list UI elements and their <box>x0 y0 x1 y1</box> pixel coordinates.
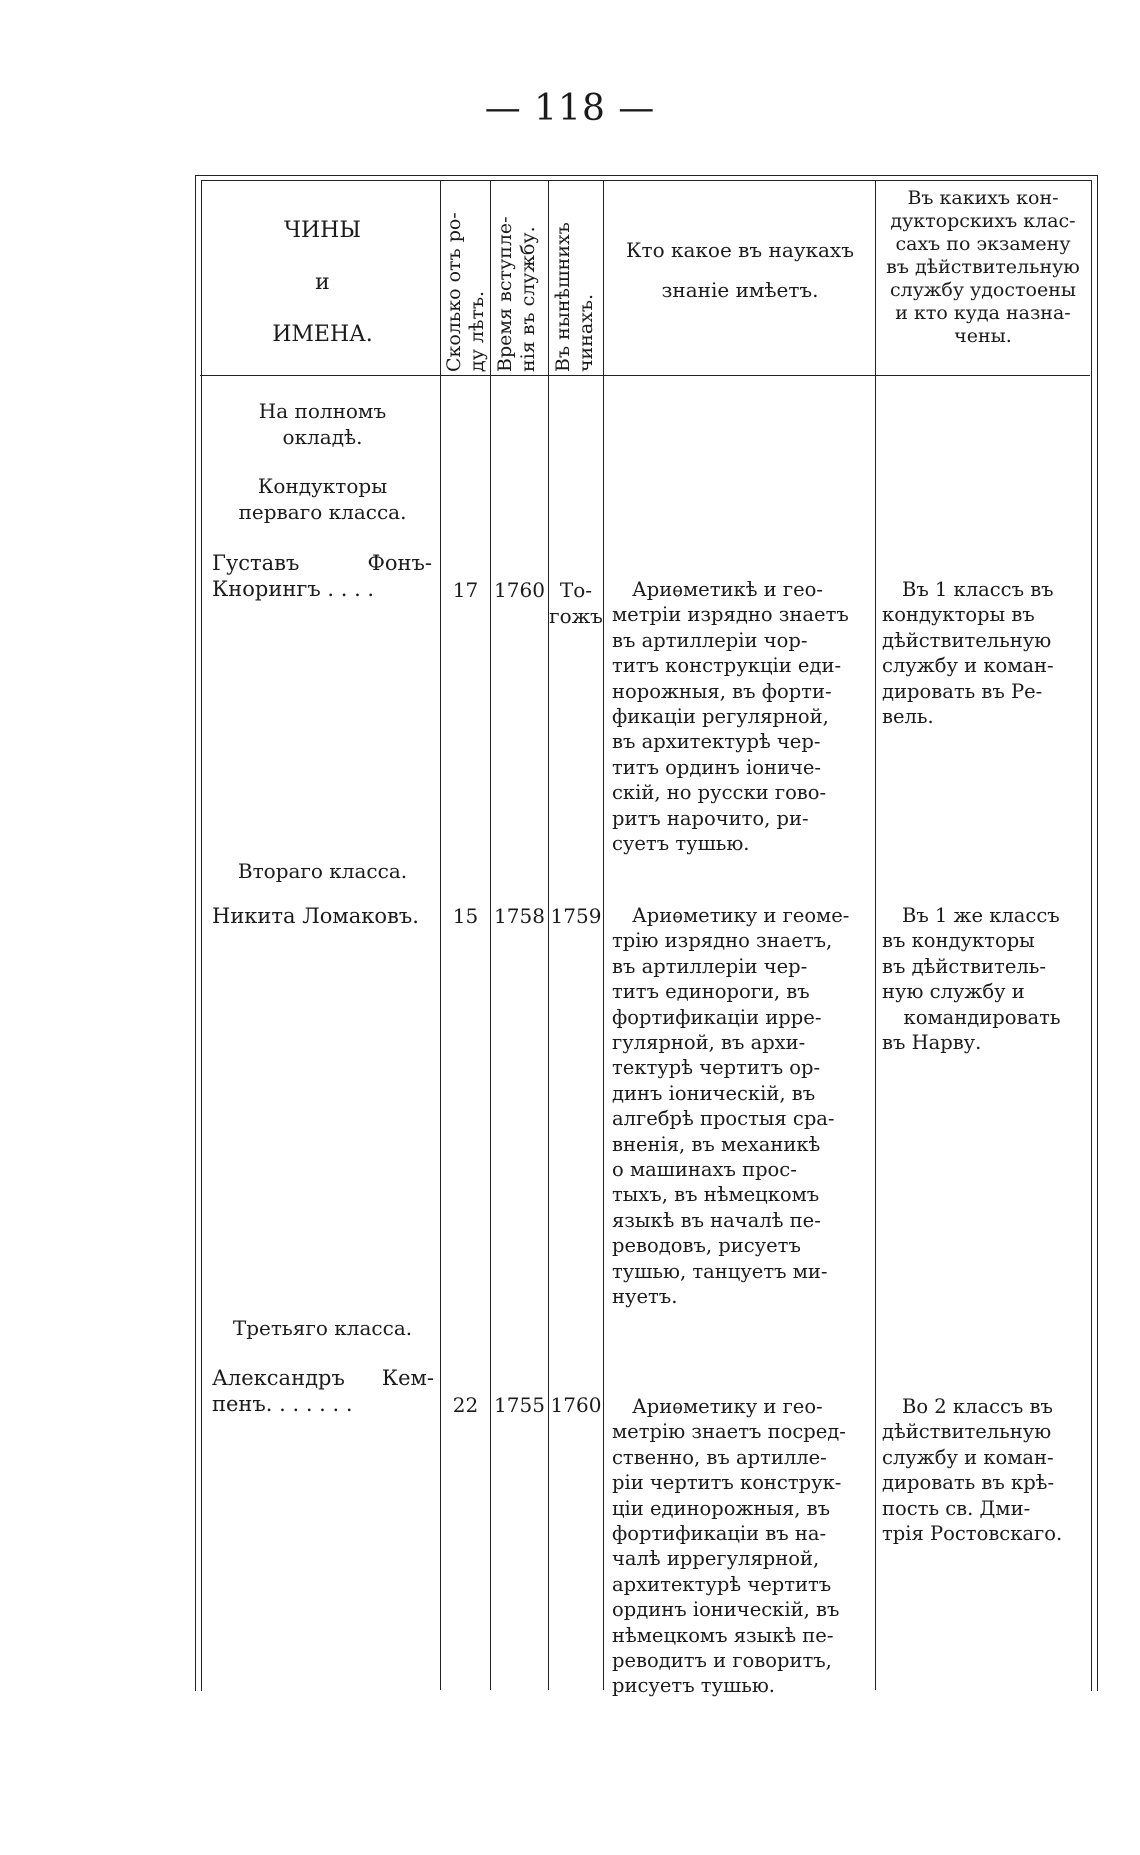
assignment-line: Во 2 классъ въ <box>902 1395 1053 1418</box>
section-first-class <box>205 473 440 525</box>
knowledge-line: динъ іоническій, въ <box>612 1081 816 1105</box>
column-divider-ranks <box>440 181 441 1690</box>
header-current-rank <box>552 222 598 372</box>
knowledge-line: въ артиллеріи чор- <box>612 628 808 652</box>
header-class-line: дукторскихъ клас- <box>890 210 1076 232</box>
assignment-line: дировать въ крѣ- <box>882 1471 1055 1495</box>
section-full-pay <box>205 398 440 450</box>
knowledge-line: въ артиллеріи чер- <box>612 954 808 978</box>
header-knowledge-line1: Кто какое въ наукахъ <box>626 238 854 262</box>
knowledge-line: гулярной, въ архи- <box>612 1031 806 1055</box>
knowledge-line: норожныя, въ форти- <box>612 679 832 703</box>
row-name-line1: Густавъ Фонъ- <box>212 551 432 575</box>
knowledge-line: тектурѣ чертитъ ор- <box>612 1056 821 1080</box>
row-name-lomakov <box>212 903 437 929</box>
knowledge-line: архитектурѣ чертитъ <box>612 1572 832 1596</box>
section-third-class: Третьяго класса. <box>232 1316 413 1340</box>
row-assignment <box>882 903 1082 1055</box>
row-rank-line1: То- <box>559 578 593 602</box>
knowledge-line: скій, но русски гово- <box>612 781 827 805</box>
knowledge-line: чалѣ иррегулярной, <box>612 1547 820 1571</box>
row-name-line1: Александръ Кем- <box>212 1366 434 1390</box>
knowledge-line: метріи изрядно знаетъ <box>612 603 849 627</box>
assignment-line: кондукторы въ <box>882 603 1035 627</box>
knowledge-line: ординъ іоническій, въ <box>612 1598 840 1622</box>
assignment-line: пость св. Дми- <box>882 1496 1031 1520</box>
row-name-knoring <box>212 550 432 602</box>
knowledge-line: фортификаціи въ на- <box>612 1522 827 1546</box>
header-divider <box>200 375 1090 376</box>
assignment-line: въ Нарву. <box>882 1031 982 1055</box>
knowledge-line: нуетъ. <box>612 1285 678 1309</box>
section-first-class-line1: Кондукторы <box>257 474 388 498</box>
assignment-line: въ дѣйствитель- <box>882 954 1046 978</box>
section-second-class: Втораго класса. <box>237 859 408 883</box>
assignment-line: дировать въ Ре- <box>882 679 1043 703</box>
row-name-line1: Никита Ломаковъ. <box>212 904 419 928</box>
assignment-line: трія Ростовскаго. <box>882 1522 1063 1546</box>
knowledge-line: ственно, въ артилле- <box>612 1445 827 1469</box>
header-ranks-line3: ИМЕНА. <box>272 322 373 347</box>
knowledge-line: ріи чертитъ конструк- <box>612 1471 842 1495</box>
column-divider-knowledge <box>875 181 876 1690</box>
knowledge-line: ритъ нарочито, ри- <box>612 806 809 830</box>
section-full-pay-line2: окладѣ. <box>282 425 363 449</box>
row-rank-line2: гожъ <box>549 604 603 628</box>
row-age: 17 <box>452 578 479 602</box>
knowledge-line: Ариѳметику и гео- <box>632 1395 823 1418</box>
row-current-rank: 1760 <box>550 1393 602 1417</box>
header-entry <box>494 216 540 372</box>
row-knowledge <box>612 1394 867 1699</box>
header-class-assignment <box>876 187 1090 348</box>
knowledge-line: метрію знаетъ посред- <box>612 1420 846 1444</box>
column-divider-rank <box>603 181 604 1690</box>
header-rank-line1: Въ нынѣшнихъ <box>552 222 574 372</box>
row-knowledge <box>612 577 867 856</box>
knowledge-line: языкѣ въ началѣ пе- <box>612 1208 821 1232</box>
header-entry-line2: нія въ службу. <box>517 226 539 372</box>
header-ranks-line2: и <box>315 270 330 295</box>
assignment-line: вель. <box>882 705 934 729</box>
knowledge-line: реводитъ и говоритъ, <box>612 1649 832 1673</box>
assignment-line: службу и коман- <box>882 654 1054 678</box>
knowledge-line: титъ конструкціи еди- <box>612 654 842 678</box>
knowledge-line: фикаціи регулярной, <box>612 705 829 729</box>
assignment-line: дѣйствительную <box>882 1420 1052 1444</box>
assignment-line: Въ 1 классъ въ <box>902 578 1054 601</box>
assignment-line: ную службу и <box>882 980 1025 1004</box>
header-class-line: чены. <box>954 325 1012 347</box>
knowledge-line: суетъ тушью. <box>612 832 750 856</box>
knowledge-line: ціи единорожныя, въ <box>612 1496 831 1520</box>
row-name-line2: Кнорингъ . . . . <box>212 577 375 601</box>
row-entry-year: 1758 <box>494 904 545 928</box>
assignment-line: Въ 1 же классъ <box>902 904 1060 927</box>
row-name-line2: пенъ. . . . . . . <box>212 1392 353 1416</box>
section-full-pay-line1: На полномъ <box>258 399 387 423</box>
header-age-line1: Сколько отъ ро- <box>443 212 465 372</box>
knowledge-line: Ариѳметику и геоме- <box>632 904 850 927</box>
header-class-line: въ дѣйствительную <box>886 256 1080 278</box>
header-class-line: сахъ по экзамену <box>895 233 1071 255</box>
row-knowledge <box>612 903 867 1310</box>
row-age: 22 <box>452 1393 479 1417</box>
knowledge-line: рисуетъ тушью. <box>612 1674 775 1698</box>
row-entry-year: 1760 <box>494 578 545 602</box>
row-current-rank <box>549 577 603 629</box>
header-knowledge <box>605 230 875 310</box>
header-ranks-names <box>205 205 440 361</box>
column-divider-age <box>490 181 491 1690</box>
page-number: — 118 — <box>484 88 656 129</box>
row-age: 15 <box>452 904 479 928</box>
assignment-line: въ кондукторы <box>882 929 1035 953</box>
knowledge-line: титъ ординъ іониче- <box>612 755 821 779</box>
row-assignment <box>882 1394 1087 1546</box>
row-current-rank: 1759 <box>550 904 602 928</box>
header-ranks-line1: ЧИНЫ <box>283 218 362 243</box>
assignment-line: дѣйствительную <box>882 628 1052 652</box>
knowledge-line: о машинахъ прос- <box>612 1158 797 1182</box>
header-class-line: Въ какихъ кон- <box>907 187 1059 209</box>
header-age <box>443 212 489 372</box>
header-knowledge-line2: знаніе имѣетъ. <box>661 278 819 302</box>
knowledge-line: реводовъ, рисуетъ <box>612 1234 801 1258</box>
header-class-line: и кто куда назна- <box>895 302 1071 324</box>
knowledge-line: фортификаціи ирре- <box>612 1005 822 1029</box>
header-age-line2: ду лѣтъ. <box>466 290 488 372</box>
knowledge-line: тушью, танцуетъ ми- <box>612 1259 828 1283</box>
knowledge-line: тыхъ, въ нѣмецкомъ <box>612 1183 820 1207</box>
row-assignment <box>882 577 1082 729</box>
row-name-kempen <box>212 1365 434 1417</box>
knowledge-line: нѣмецкомъ языкѣ пе- <box>612 1623 834 1647</box>
knowledge-line: Ариѳметикѣ и гео- <box>632 578 823 601</box>
knowledge-line: трію изрядно знаетъ, <box>612 929 833 953</box>
column-divider-entry <box>548 181 549 1690</box>
knowledge-line: въ архитектурѣ чер- <box>612 730 821 754</box>
knowledge-line: титъ единороги, въ <box>612 980 810 1004</box>
knowledge-line: вненія, въ механикѣ <box>612 1132 821 1156</box>
header-entry-line1: Время вступле- <box>494 216 516 372</box>
assignment-line: командировать <box>903 1005 1061 1029</box>
section-first-class-line2: перваго класса. <box>238 500 407 524</box>
header-class-line: службу удостоены <box>890 279 1076 301</box>
knowledge-line: алгебрѣ простыя сра- <box>612 1107 835 1131</box>
row-entry-year: 1755 <box>494 1393 545 1417</box>
header-rank-line2: чинахъ. <box>575 293 597 372</box>
assignment-line: службу и коман- <box>882 1445 1054 1469</box>
